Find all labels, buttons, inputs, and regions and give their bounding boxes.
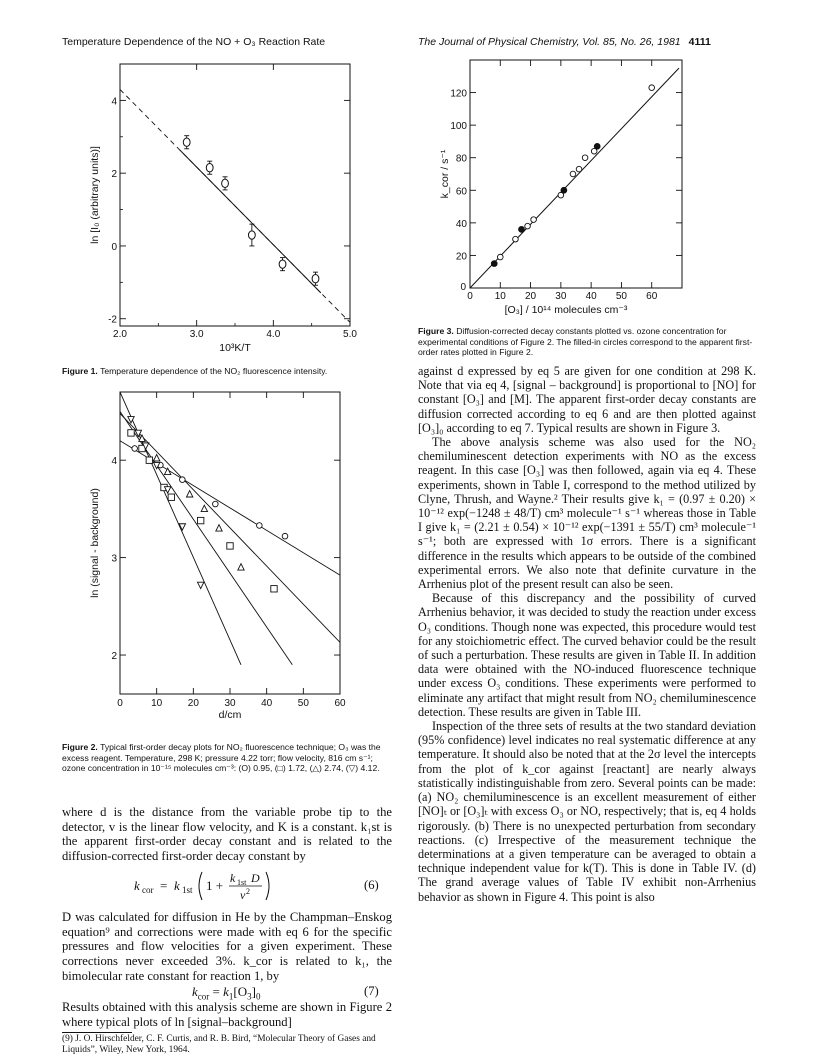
data-point-square <box>168 494 174 500</box>
svg-text:k: k <box>134 878 140 893</box>
paragraph: D was calculated for diffusion in He by the Champman–Enskog equation⁹ and corrections were made with eq 6 for the specific pressures and flow velocities for a given experiment. These corrections never exceeded 3%. k_cor is related to k₁, the bimolecular rate constant for reaction 1, by <box>62 910 392 983</box>
x-tick-label: 40 <box>585 291 597 302</box>
y-tick-label: 80 <box>455 153 467 165</box>
left-column-text-bottom <box>62 1000 392 1029</box>
x-tick-label: 20 <box>525 291 537 302</box>
svg-text:D: D <box>251 871 260 885</box>
y-tick-label: -2 <box>108 314 117 326</box>
left-column-text-mid <box>62 910 392 984</box>
figure-1-frame <box>120 64 350 326</box>
journal-citation: The Journal of Physical Chemistry, Vol. 85, No. 26, 1981 <box>418 36 681 48</box>
x-tick-label: 4.0 <box>266 329 281 340</box>
equation-7-number: (7) <box>364 984 379 998</box>
figure-1-label: Figure 1. <box>62 366 98 376</box>
svg-text:1st: 1st <box>182 885 193 895</box>
footnote-rule <box>62 1032 132 1033</box>
data-point-circle-open <box>525 223 531 229</box>
x-tick-label: 30 <box>555 291 567 302</box>
data-point-triangle <box>186 491 192 497</box>
x-tick-label: 0 <box>117 698 123 709</box>
svg-text:2: 2 <box>246 887 250 896</box>
equation-6-graphic <box>134 868 364 904</box>
x-tick-label: 50 <box>615 291 627 302</box>
x-axis-label: d/cm <box>218 709 242 721</box>
footnote-9: (9) J. O. Hirschfelder, C. F. Curtis, and R. B. Bird, “Molecular Theory of Gases and Liquids”, Wiley, New York, 1964. <box>62 1034 376 1055</box>
fit-line-square <box>120 413 340 642</box>
figure-2-label: Figure 2. <box>62 742 98 752</box>
paragraph: The above analysis scheme was also used for the NO₂ chemiluminescent detection experiments with NO as the excess reagent. In this case [O₃] was then followed, again via eq 4. These experiments, shown in Table I, correspond to the method utilized by Clyne, Thrush, and Wayne.² Their results give k₁ = (0.97 ± 0.20) × 10⁻¹² exp(−1248 ± 48/T) cm³ molecule⁻¹ s⁻¹ whereas those in Table I give k₁ = (2.21 ± 0.54) × 10⁻¹² exp(−1391 ± 55/T) cm³ molecule⁻¹ s⁻¹; both are expressed with 1σ errors. There is a significant difference in the results which appears to be outside of the combined experimental errors. We also note that definite curvature in the Arrhenius plot of the present result can also be seen. <box>418 435 756 592</box>
y-tick-label: 0 <box>111 241 117 253</box>
data-point-circle <box>257 523 263 529</box>
left-column-text-top <box>62 805 392 864</box>
data-point-triangle <box>216 525 222 531</box>
y-tick-label: 40 <box>455 218 467 230</box>
paragraph: Inspection of the three sets of results at the two standard deviation (95% confidence) level indicates no real systematic difference at any temperature. It should also be noted that at the 2σ level the intercepts from the plot of k_cor against [reactant] are nearly always statistically indistinguishable from zero. Several points can be made: (a) NO₂ chemiluminescence is an excellent measurement of either [NO]ₜ or [O₃]ₜ with excess O₃ or NO, respectively; that is, eq 4 holds rigorously. (b) There is no unexpected perturbation from secondary reactions. (c) Irrespective of the measurement technique the determinations at a given temperature can be averaged to obtain a technique independent value for k(T). This is done in Table IV. (d) The grand average values of Table IV exhibit non-Arrhenius behavior as shown in Figure 4. This point is also <box>418 719 756 904</box>
y-tick-label: 0 <box>460 282 466 293</box>
data-point-circle-filled <box>491 261 497 267</box>
x-tick-label: 20 <box>187 698 199 709</box>
paragraph: against d expressed by eq 5 are given for one condition at 298 K. Note that via eq 4, [signal – background] is proportional to [NO] for constant [O₃] and [M]. The apparent first-order decay constants are diffusion corrected according to eq 6 and are then plotted against [O₃]₀ according to eq 7. Typical results are shown in Figure 3. <box>418 364 756 435</box>
equation-6 <box>134 868 364 904</box>
x-tick-label: 0 <box>467 291 473 302</box>
figure-3-caption-text: Diffusion-corrected decay constants plotted vs. ozone concentration for experimental conditions of Figure 2. The filled-in circles correspond to the apparent first-order rates plotted in Figure 2. <box>418 326 753 358</box>
figure-1-caption <box>62 366 392 377</box>
right-column-text <box>418 364 756 904</box>
data-point-circle <box>180 477 186 483</box>
data-point-invtriangle <box>197 582 203 588</box>
figure-3-chart <box>438 56 708 336</box>
data-point-circle <box>282 533 288 539</box>
data-point <box>279 260 286 268</box>
x-tick-label: 60 <box>334 698 346 709</box>
data-point-square <box>227 543 233 549</box>
x-axis-label: 10³K/T <box>219 342 251 354</box>
data-point <box>183 138 190 146</box>
data-point-circle-open <box>570 171 576 177</box>
data-point-circle-open <box>531 217 537 223</box>
y-tick-label: 3 <box>111 553 117 565</box>
data-point-circle-open <box>649 85 655 91</box>
data-point-circle <box>213 501 219 507</box>
data-point-triangle <box>153 455 159 461</box>
figure-3-label: Figure 3. <box>418 326 454 336</box>
x-tick-label: 10 <box>151 698 163 709</box>
data-point-square <box>271 586 277 592</box>
svg-text:1st: 1st <box>237 878 247 887</box>
figure-2-caption-text: Typical first-order decay plots for NO₂ fluorescence technique; O₃ was the excess reagent. Temperature, 298 K; pressure 4.22 torr; flow velocity, 816 cm s⁻¹; ozone concentration in 10⁻¹⁵ molecules cm⁻³: (O) 0.95, (□) 1.72, (△) 2.74, (▽) 4.12. <box>62 742 381 774</box>
y-axis-label: ln [I₀ (arbitrary units)] <box>89 146 101 244</box>
data-point-circle-open <box>513 236 519 242</box>
x-tick-label: 30 <box>224 698 236 709</box>
x-tick-label: 5.0 <box>343 329 357 340</box>
y-axis-label: ln (signal - background) <box>89 488 101 598</box>
data-point-circle-filled <box>594 143 600 149</box>
page-number: 4111 <box>688 36 711 48</box>
y-tick-label: 4 <box>111 96 117 108</box>
running-header-right <box>418 36 711 48</box>
x-tick-label: 50 <box>297 698 309 709</box>
x-tick-label: 10 <box>494 291 506 302</box>
figure-2-chart <box>90 388 380 728</box>
svg-text:k: k <box>230 871 236 885</box>
x-tick-label: 2.0 <box>113 329 127 340</box>
data-point-square <box>146 457 152 463</box>
svg-text:k: k <box>174 878 180 893</box>
x-tick-label: 3.0 <box>189 329 204 340</box>
data-point-circle-filled <box>519 226 525 232</box>
data-point-square <box>128 430 134 436</box>
y-axis-label: k_cor / s⁻¹ <box>439 149 451 199</box>
x-tick-label: 40 <box>261 698 273 709</box>
paragraph: Because of this discrepancy and the possibility of curved Arrhenius behavior, it was decided to study the reaction under excess O₃ conditions. Though none was expected, this procedure would test for any stoichiometric effect. The curved behavior could be the result of such a perturbation. These results are given in Table II. In addition data were obtained with the NO-induced fluorescence technique under excess O₃ conditions. These experiments were performed to eliminate any artifact that might result from NO₂ chemiluminescence detection. These results are given in Table III. <box>418 591 756 719</box>
equation-6-number: (6) <box>364 878 379 892</box>
paragraph: Results obtained with this analysis scheme are shown in Figure 2 where typical plots of ln [signal–background] <box>62 1000 392 1029</box>
data-point <box>222 179 229 187</box>
y-tick-label: 4 <box>111 456 117 468</box>
data-point <box>206 164 213 172</box>
figure-3-caption <box>418 326 754 358</box>
svg-text:=: = <box>160 878 168 893</box>
x-tick-label: 60 <box>646 291 658 302</box>
data-point-circle-open <box>582 155 588 161</box>
svg-text:v: v <box>240 888 246 902</box>
data-point-circle <box>132 446 138 452</box>
data-point-circle-open <box>576 166 582 172</box>
figure-2-caption <box>62 742 392 774</box>
y-tick-label: 120 <box>450 88 467 100</box>
svg-text:1 +: 1 + <box>206 878 224 893</box>
data-point-triangle <box>238 564 244 570</box>
y-tick-label: 2 <box>111 169 117 181</box>
y-tick-label: 2 <box>111 651 117 663</box>
y-tick-label: 100 <box>450 121 467 133</box>
equation-7: $k_{cor} = k_1[O_3]_0$ <box>192 984 261 1002</box>
series-lines <box>120 392 340 665</box>
data-point-square <box>197 517 203 523</box>
paragraph: where d is the distance from the variable probe tip to the detector, v is the linear flow velocity, and K is a constant. k₁st is the apparent first-order decay constant and is related to the diffusion-corrected first-order decay constant by <box>62 805 392 864</box>
data-point-circle-filled <box>561 187 567 193</box>
running-header-left: Temperature Dependence of the NO + O₃ Reaction Rate <box>62 36 326 48</box>
data-point <box>248 231 255 239</box>
data-point-circle-open <box>497 254 503 260</box>
x-axis-label: [O₃] / 10¹⁴ molecules cm⁻³ <box>504 304 628 316</box>
data-point <box>312 274 319 282</box>
data-point-triangle <box>201 505 207 511</box>
svg-text:cor: cor <box>142 885 154 895</box>
y-tick-label: 60 <box>455 186 467 198</box>
figure-1-caption-text: Temperature dependence of the NO₂ fluorescence intensity. <box>100 366 328 376</box>
y-tick-label: 20 <box>455 251 467 263</box>
figure-1-chart <box>89 56 360 356</box>
fit-line <box>180 150 321 293</box>
